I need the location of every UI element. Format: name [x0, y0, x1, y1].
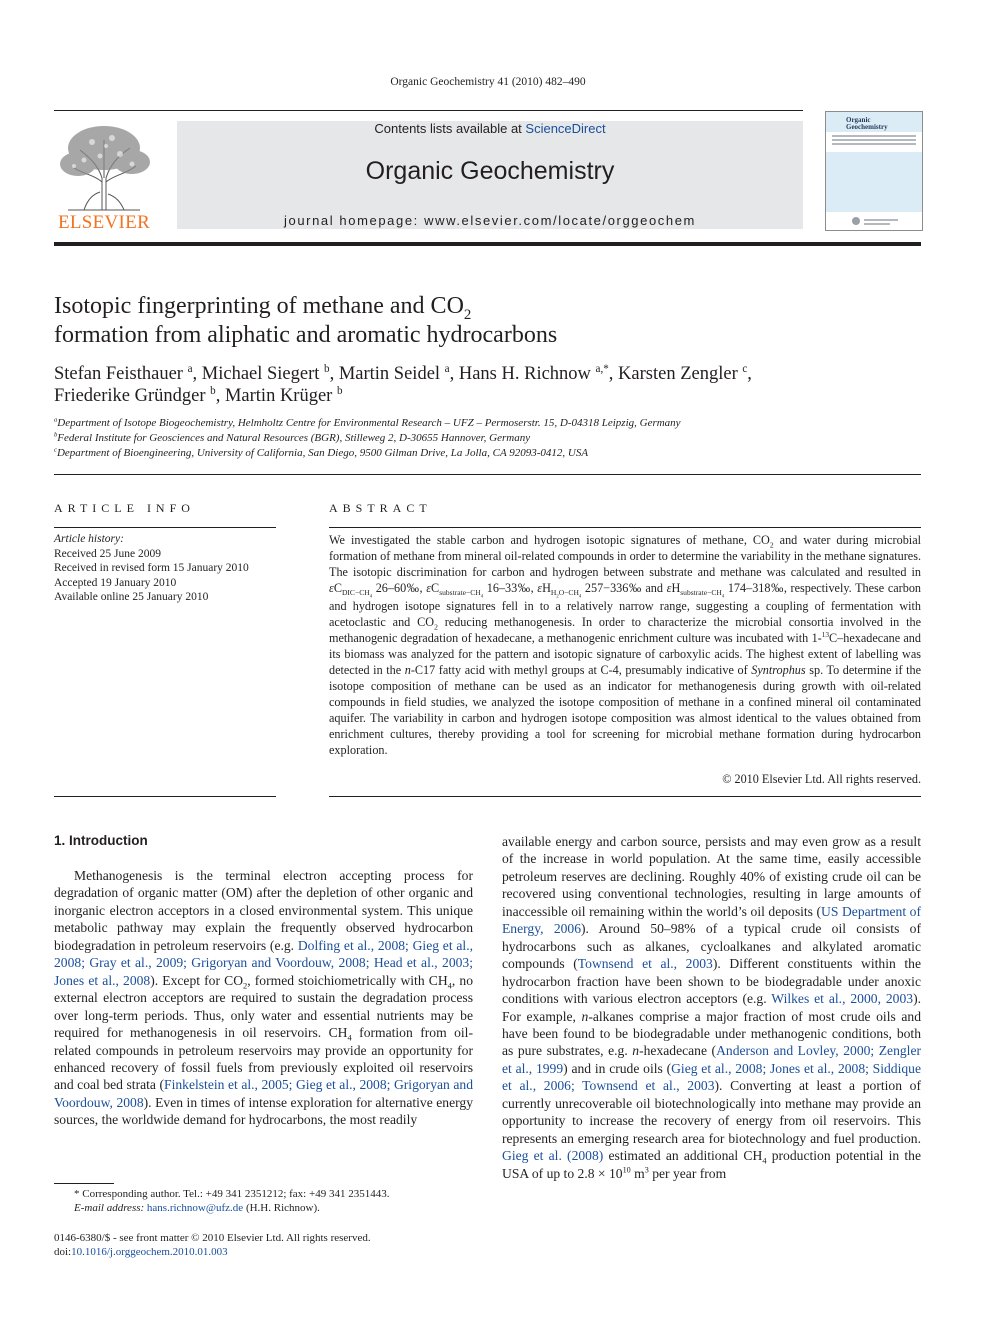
citation-link[interactable]: Dolfing et al., 2008; Gieg et al., 2008; Gray et al., 2009; Grigoryan and Voordouw, 2008; Head et al., 2003; Jones et al., 2008	[54, 937, 473, 988]
sciencedirect-link[interactable]: ScienceDirect	[525, 121, 606, 136]
author: Hans H. Richnow $^{a,*}$,	[458, 362, 619, 384]
email-link[interactable]: hans.richnow@ufz.de	[146, 1202, 244, 1214]
author-list	[54, 363, 914, 407]
doi-line: doi:10.1016/j.orggeochem.2010.01.003	[54, 1246, 228, 1258]
cover-band	[826, 132, 922, 152]
author: Friederike Gründger $^b$,	[54, 384, 225, 406]
elsevier-logo	[54, 120, 154, 232]
abstract-heading: ABSTRACT	[329, 501, 432, 515]
citation-link[interactable]: Finkelstein et al., 2005; Gieg et al., 2008; Grigoryan and Voordouw, 2008	[54, 1077, 473, 1110]
issn-line: 0146-6380/$ - see front matter © 2010 Elsevier Ltd. All rights reserved.	[54, 1232, 371, 1244]
contents-line	[177, 121, 803, 136]
history-item: Accepted 19 January 2010	[54, 576, 177, 589]
journal-banner	[177, 121, 803, 229]
contents-prefix: Contents lists available at	[374, 121, 526, 136]
publisher-name: ELSEVIER	[57, 212, 151, 233]
journal-name: Organic Geochemistry	[365, 157, 615, 185]
divider	[329, 527, 921, 528]
affiliation: $^c$Department of Bioengineering, University of California, San Diego, 9500 Gilman Drive, La Jolla, CA 92093-0412, USA	[54, 446, 589, 459]
history-item: Available online 25 January 2010	[54, 591, 209, 603]
divider	[54, 474, 921, 475]
author: Stefan Feisthauer $^a$,	[54, 362, 202, 384]
divider	[329, 796, 921, 797]
journal-cover-thumbnail	[825, 111, 923, 231]
section-heading-introduction: 1. Introduction	[54, 833, 148, 848]
front-matter	[54, 1231, 473, 1259]
paper-title: Isotopic fingerprinting of methane and $CO_2$ formation from aliphatic and aromatic hydrocarbons	[54, 293, 558, 348]
author: Martin Krüger $^b$	[224, 384, 343, 406]
cover-footer	[826, 212, 922, 230]
cover-logo-icon	[826, 212, 922, 230]
history-label: Article history:	[54, 533, 124, 545]
citation-link[interactable]: Gieg et al. (2008)	[502, 1148, 604, 1164]
journal-citation: Organic Geochemistry 41 (2010) 482–490	[390, 76, 586, 88]
divider	[54, 527, 276, 528]
divider	[54, 796, 276, 797]
abstract-body: We investigated the stable carbon and hydrogen isotopic signatures of methane, $CO_2$ and water during microbial formation of methane from mineral oil-related compounds in order to determine the variability in the methane signatures. The isotopic discrimination for carbon and hydrogen between substrate and methane was calculated and resulted in $\varepsilon C_{DIC-CH_4}$ 26–60‰, $\varepsilon C_{substrate-CH_4}$ 16–33‰, $\varepsilon H_{H_2O-CH_4}$ 257−336‰ and $\varepsilon H_{substrate-CH_4}$ 174–318‰, respectively. These carbon and hydrogen isotope signatures fell in to a relatively narrow range, suggesting a coupling of fermentation with acetoclastic and $CO_2$ reducing methanogenesis. In order to characterize the microbial consortia involved in the methanogenic degradation of hexadecane, a methanogenic enrichment culture was incubated with 1-$^{13}$C–hexadecane and its biomass was analyzed for the pattern and isotopic signature of carboxylic acids. The highest extent of labelling was detected in the n-C17 fatty acid with methyl groups at C-4, presumably indicative of Syntrophus sp. To determine if the isotope composition of methane can be used as an indicator for methanogenesis during growth with oil-related compounds in field studies, we analyzed the isotope composition of methane in a confined mineral oil contaminated aquifer. The variability in carbon and hydrogen isotope composition was almost identical to the values obtained from enrichment cultures, thereby providing a tool for screening for microbial methane formation during hydrocarbon exploration.	[329, 533, 922, 757]
history-item: Received 25 June 2009	[54, 547, 161, 560]
footnotes	[54, 1187, 473, 1215]
email-note: E-mail address: hans.richnow@ufz.de (H.H. Richnow).	[74, 1202, 320, 1214]
tree-icon	[54, 120, 154, 212]
citation-link[interactable]: Wilkes et al., 2000, 2003	[771, 991, 914, 1007]
affiliation: $^b$Federal Institute for Geosciences and Natural Resources (BGR), Stilleweg 2, D-30655 Hannover, Germany	[54, 431, 531, 444]
citation-link[interactable]: Townsend et al., 2003	[577, 956, 713, 972]
journal-homepage[interactable]: journal homepage: www.elsevier.com/locate/orggeochem	[284, 213, 696, 228]
author: Michael Siegert $^b$,	[201, 362, 339, 384]
citation-link[interactable]: Anderson and Lovley, 2000; Zengler et al., 1999	[502, 1043, 921, 1076]
author: Martin Seidel $^a$,	[338, 362, 459, 384]
abstract-copyright: © 2010 Elsevier Ltd. All rights reserved.	[722, 772, 921, 786]
article-history	[54, 532, 276, 605]
masthead-rule-top	[54, 110, 803, 111]
author: Karsten Zengler $^c$,	[618, 362, 752, 384]
masthead-rule-bottom	[54, 242, 921, 246]
article-info-heading: ARTICLE INFO	[54, 501, 195, 515]
citation-link[interactable]: US Department of Energy, 2006	[502, 903, 921, 937]
affiliation: $^a$Department of Isotope Biogeochemistry, Helmholtz Centre for Environmental Research – UFZ – Permoserstr. 15, D-04318 Leipzig, Germany	[54, 416, 681, 429]
corresponding-author-note: * Corresponding author. Tel.: +49 341 2351212; fax: +49 341 2351443.	[74, 1188, 390, 1200]
history-item: Received in revised form 15 January 2010	[54, 562, 249, 574]
citation-link[interactable]: Gieg et al., 2008; Jones et al., 2008; Siddique et al., 2006; Townsend et al., 2003	[502, 1060, 922, 1094]
cover-title: Organic Geochemistry	[846, 116, 888, 131]
footnote-rule	[54, 1183, 114, 1184]
doi-link[interactable]: 10.1016/j.orggeochem.2010.01.003	[71, 1246, 228, 1258]
affiliations	[54, 416, 914, 461]
body-column-right: available energy and carbon source, persists and may even grow as a result of the increase in world population. At the same time, easily accessible petroleum reserves are declining. Roughly 40% of existing crude oil can be recovered using conventional technologies, resulting in large amounts of inaccessible oil remaining within the world’s oil deposits (US Department of Energy, 2006). Around 50–98% of a typical crude oil consists of hydrocarbons such as alkanes, cycloalkanes and alkylated aromatic compounds (Townsend et al., 2003). Different constituents within the hydrocarbon fraction have been shown to be biodegradable under anoxic conditions with various electron acceptors (e.g. Wilkes et al., 2000, 2003). For example, n-alkanes comprise a major fraction of most crude oils and have been found to be biodegradable under methanogenic conditions, both as pure substrates, e.g. n-hexadecane (Anderson and Lovley, 2000; Zengler et al., 1999) and in crude oils (Gieg et al., 2008; Jones et al., 2008; Siddique et al., 2006; Townsend et al., 2003). Converting at least a portion of currently unrecoverable oil biotechnologically into methane may provide an opportunity to increase the recovery of energy from oil reservoirs. This represents an emerging research area for biotechnology and fuel production. Gieg et al. (2008) estimated an additional $CH_4$ production potential in the USA of up to $2.8 \times 10^{10}$ $m^3$ per year from	[502, 834, 922, 1181]
body-column-left: Methanogenesis is the terminal electron accepting process for degradation of organic matter (OM) after the depletion of other organic and inorganic electron acceptors in a closed environmental system. This unique metabolic pathway may explain the frequently observed hydrocarbon biodegradation in petroleum reservoirs (e.g. Dolfing et al., 2008; Gieg et al., 2008; Gray et al., 2009; Grigoryan and Voordouw, 2008; Head et al., 2003; Jones et al., 2008). Except for $CO_2$, formed stoichiometrically with $CH_4$, no external electron acceptors are required to sustain the degradation process over long-term periods. Thus, only water and essential nutrients may be required for methanogenesis in oil reservoirs. $CH_4$ formation from oil-related compounds in petroleum reservoirs may provide an opportunity for enhanced recovery of fossil fuels from previously exploited oil reservoirs and coal bed strata (Finkelstein et al., 2005; Gieg et al., 2008; Grigoryan and Voordouw, 2008). Even in times of intense exploration for alternative energy sources, the worldwide demand for hydrocarbons, the most readily	[54, 868, 474, 1128]
